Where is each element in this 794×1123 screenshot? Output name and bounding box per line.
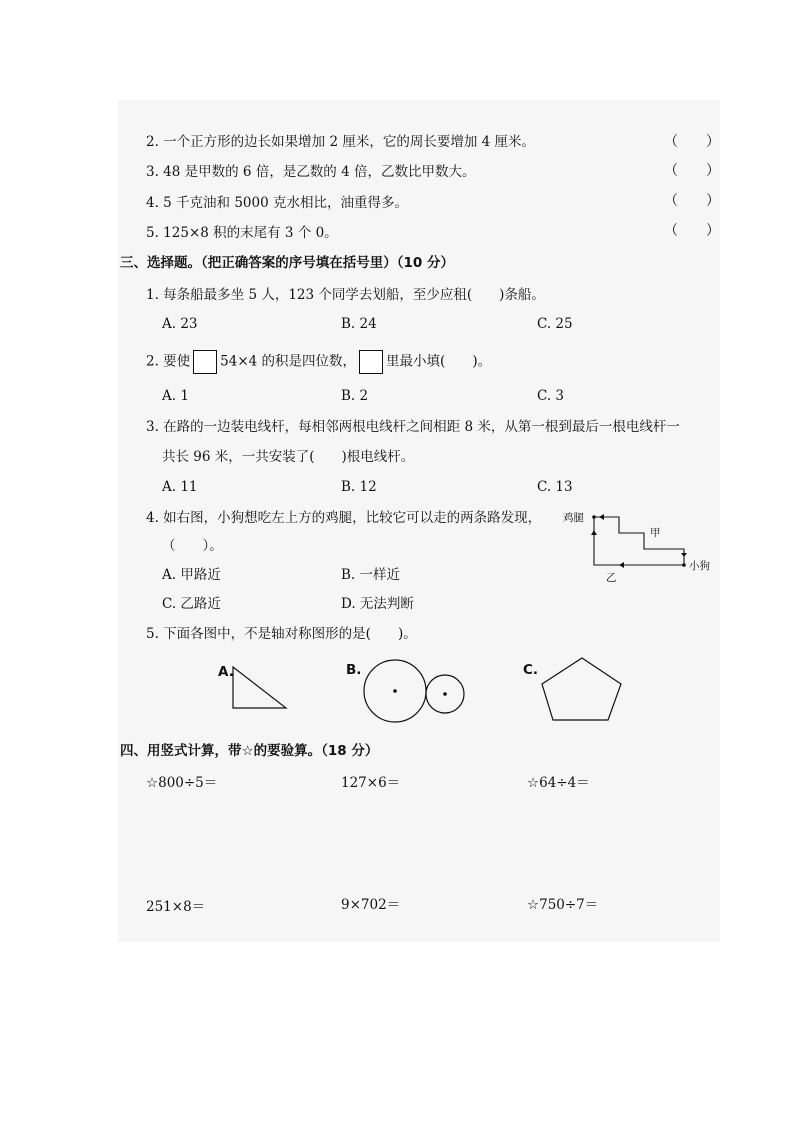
choice-q5-text: 5. 下面各图中，不是轴对称图形的是( )。: [146, 626, 417, 642]
calc-problem: 9×702＝: [341, 897, 401, 913]
dog-point: [682, 563, 686, 567]
path-b-line: [594, 517, 684, 565]
path-a-line: [594, 517, 684, 565]
blank-box[interactable]: [359, 350, 383, 374]
arrow-icon: [681, 553, 687, 557]
choice-q3-option-b: B. 12: [341, 479, 377, 495]
arrow-icon: [599, 514, 604, 520]
arrow-icon: [619, 562, 624, 568]
choice-q2-option-c: C. 3: [537, 388, 565, 404]
choice-q3-line-1: 3. 在路的一边装电线杆，每相邻两根电线杆之间相距 8 米，从第一根到最后一根电线杆一: [146, 419, 680, 435]
choice-q1-option-a: A. 23: [162, 316, 198, 332]
figure-label-path-a: 甲: [650, 527, 661, 539]
two-circles-figure: [360, 656, 470, 724]
blank-box[interactable]: [193, 350, 217, 374]
shape-label-c: C.: [523, 662, 539, 678]
calc-problem: 251×8＝: [146, 899, 206, 915]
calc-problem: ☆750÷7＝: [527, 897, 599, 913]
choice-q4-option-a: A. 甲路近: [162, 567, 221, 583]
judge-answer-paren-4[interactable]: （ ）: [664, 193, 720, 209]
choice-q4-line-1: 4. 如右图，小狗想吃左上方的鸡腿，比较它可以走的两条路发现，: [146, 510, 542, 526]
judge-item-4: 4. 5 千克油和 5000 克水相比，油重得多。: [146, 195, 408, 211]
choice-q1-text: 1. 每条船最多坐 5 人，123 个同学去划船，至少应租( )条船。: [146, 287, 545, 303]
calc-problem: ☆64÷4＝: [527, 775, 590, 791]
judge-answer-paren-5[interactable]: （ ）: [664, 223, 720, 239]
choice-q2-text: [146, 350, 491, 374]
choice-q4-option-b: B. 一样近: [341, 567, 401, 583]
judge-answer-paren-3[interactable]: （ ）: [664, 163, 720, 179]
choice-q2-option-a: A. 1: [162, 388, 189, 404]
section-heading-calc: 四、用竖式计算，带☆的要验算。（18 分）: [120, 743, 379, 759]
choice-q2-option-b: B. 2: [341, 388, 369, 404]
right-triangle-figure: [228, 664, 292, 712]
calc-problem: ☆800÷5＝: [146, 775, 218, 791]
judge-item-2: 2. 一个正方形的边长如果增加 2 厘米，它的周长要增加 4 厘米。: [146, 134, 536, 150]
drumstick-point: [592, 515, 596, 519]
choice-q2-text-mid: 54×4 的积是四位数，: [220, 353, 357, 370]
judge-answer-paren-2[interactable]: （ ）: [664, 134, 720, 150]
choice-q1-option-b: B. 24: [341, 316, 377, 332]
calc-problem: 127×6＝: [341, 775, 401, 791]
figure-label-path-b: 乙: [606, 572, 617, 584]
choice-q3-option-a: A. 11: [162, 479, 198, 495]
choice-q2-text-pre: 2. 要使: [146, 353, 191, 370]
choice-q4-line-2: （ ）。: [162, 538, 223, 554]
choice-q4-option-d: D. 无法判断: [341, 596, 414, 612]
judge-item-3: 3. 48 是甲数的 6 倍，是乙数的 4 倍，乙数比甲数大。: [146, 164, 476, 180]
choice-q1-option-c: C. 25: [537, 316, 573, 332]
choice-q3-line-2: 共长 96 米，一共安装了( )根电线杆。: [162, 449, 415, 465]
judge-item-5: 5. 125×8 积的末尾有 3 个 0。: [146, 225, 338, 241]
choice-q3-option-c: C. 13: [537, 479, 573, 495]
shape-label-a: A.: [218, 664, 234, 680]
dog-route-figure: [560, 505, 720, 585]
figure-label-drumstick: 鸡腿: [563, 512, 584, 524]
shape-label-b: B.: [346, 662, 362, 678]
figure-label-dog: 小狗: [689, 560, 710, 572]
arrow-icon: [591, 530, 597, 535]
section-heading-choice: 三、选择题。（把正确答案的序号填在括号里）（10 分）: [120, 255, 454, 271]
choice-q4-option-c: C. 乙路近: [162, 596, 221, 612]
choice-q2-text-post: 里最小填( )。: [386, 353, 492, 370]
pentagon-figure: [538, 654, 628, 726]
